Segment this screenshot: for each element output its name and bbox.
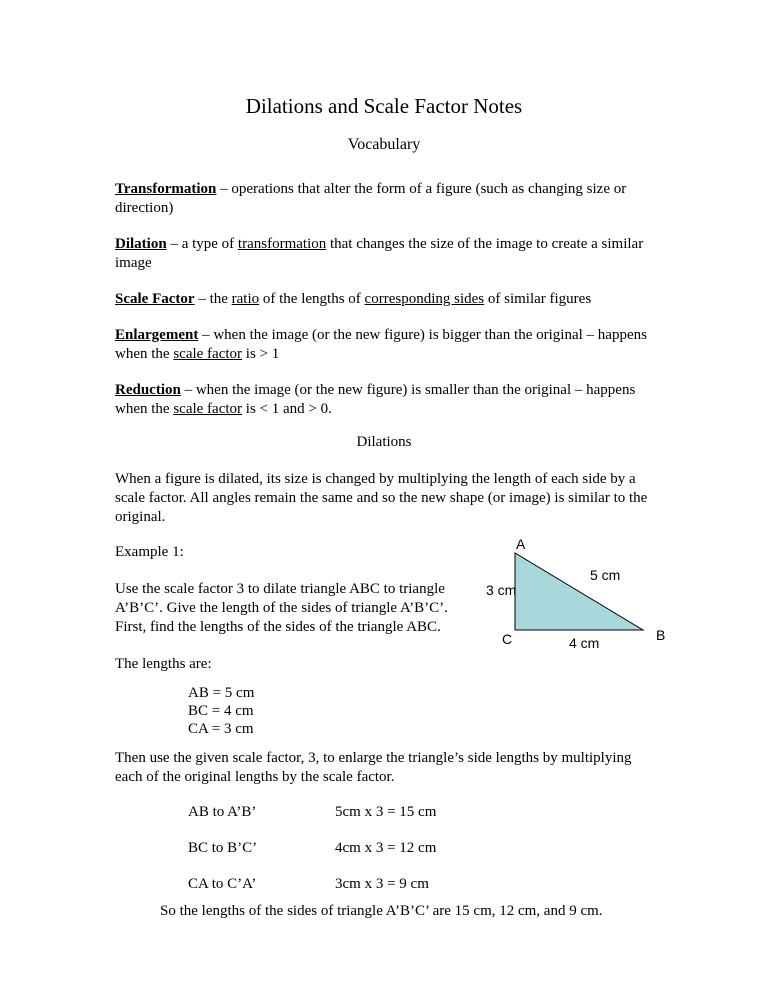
example-prompt: Use the scale factor 3 to dilate triangle ABC to triangle A’B’C’. Give the length of the sides of triangle A’B’C’. [115,581,448,616]
side-ca-label: 3 cm [486,582,517,598]
vocabulary-heading: Vocabulary [347,136,421,153]
row-label-bc: BC to B’C’ [188,840,258,856]
triangle-diagram [478,530,698,660]
term-dilation: Dilation [115,236,167,252]
definition-dilation-post: that changes the size of the image to create a similar image [115,236,644,271]
term-enlargement: Enlargement [115,327,199,343]
dilations-intro: When a figure is dilated, its size is changed by multiplying the length of each side by a scale factor. All angles remain the same and so the new shape (or image) is similar to the original. [115,471,648,525]
definition-dilation-pre: – a type of [166,236,238,252]
definition-scale-factor-mid: of the lengths of [259,291,365,307]
definition-enlargement-pre: – when the image (or the new figure) is bigger than the original – happens when the [115,327,647,362]
length-ca: CA = 3 cm [188,721,254,737]
term-reduction: Reduction [115,382,181,398]
example-step2: Then use the given scale factor, 3, to enlarge the triangle’s side lengths by multiplying each of the original lengths by the scale factor. [115,750,632,785]
vocab-enlargement [115,326,655,364]
definition-enlargement-post: is > 1 [242,346,280,362]
row-label-ca: CA to C’A’ [188,876,257,892]
row-calc-ca: 3cm x 3 = 9 cm [335,876,429,892]
link-scale-factor-reduction: scale factor [173,401,243,417]
example-step1: First, find the lengths of the sides of the triangle ABC. [115,619,441,635]
definition-scale-factor-pre: – the [194,291,232,307]
link-scale-factor-enlargement: scale factor [173,346,243,362]
vertex-a-label: A [516,536,526,552]
page-title: Dilations and Scale Factor Notes [245,94,523,118]
vocab-scale-factor [115,290,655,309]
length-ab: AB = 5 cm [188,685,255,701]
link-transformation: transformation [237,236,327,252]
definition-scale-factor-post: of similar figures [484,291,592,307]
vertex-b-label: B [656,627,666,643]
lengths-intro: The lengths are: [115,656,212,672]
dilations-heading: Dilations [356,434,412,450]
vocab-reduction [115,381,655,419]
definition-transformation: – operations that alter the form of a figure (such as changing size or direction) [115,181,627,216]
vocab-transformation [115,180,655,218]
row-label-ab: AB to A’B’ [188,804,257,820]
link-ratio: ratio [231,291,260,307]
term-transformation: Transformation [115,181,217,197]
triangle-abc [515,553,643,630]
definition-reduction-pre: – when the image (or the new figure) is smaller than the original – happens when the [115,382,636,417]
term-scale-factor: Scale Factor [115,291,195,307]
side-bc-label: 4 cm [569,635,600,651]
example-label: Example 1: [115,544,184,560]
length-bc: BC = 4 cm [188,703,254,719]
row-calc-bc: 4cm x 3 = 12 cm [335,840,437,856]
link-corresponding-sides: corresponding sides [364,291,485,307]
side-ab-label: 5 cm [590,567,621,583]
definition-reduction-post: is < 1 and > 0. [242,401,332,417]
row-calc-ab: 5cm x 3 = 15 cm [335,804,437,820]
lengths-list [188,684,254,738]
conclusion: So the lengths of the sides of triangle A’B’C’ are 15 cm, 12 cm, and 9 cm. [160,903,603,919]
vertex-c-label: C [502,631,513,647]
vocab-dilation [115,235,655,273]
